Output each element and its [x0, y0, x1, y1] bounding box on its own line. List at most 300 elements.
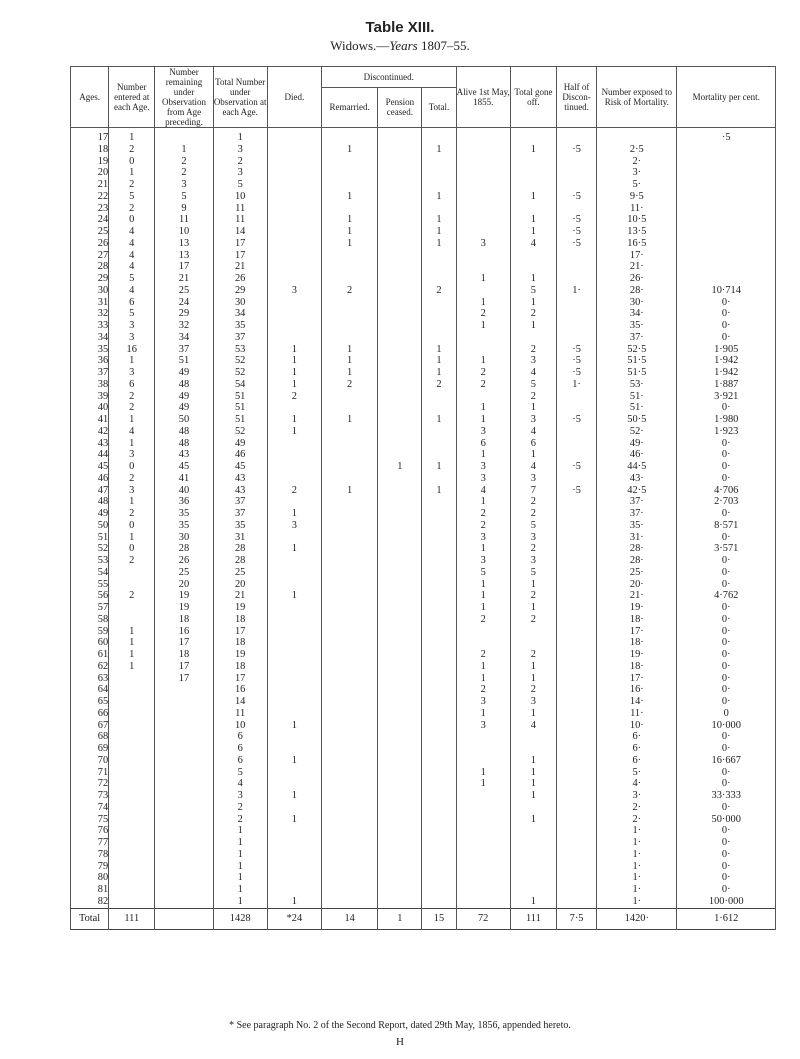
cell-total	[422, 426, 456, 438]
cell-remarried	[322, 778, 378, 790]
cell-entered	[109, 767, 155, 779]
cell-remaining	[155, 778, 213, 790]
cell-total-number: 21	[213, 261, 267, 273]
cell-total-number: 5	[213, 767, 267, 779]
cell-total-gone-off: 1	[510, 767, 556, 779]
header-total-gone-off: Total gone off.	[510, 67, 556, 128]
cell-alive	[456, 214, 510, 226]
cell-total-gone-off: 1	[510, 297, 556, 309]
table-row	[71, 144, 776, 156]
cell-remaining	[155, 128, 213, 144]
cell-half	[556, 802, 596, 814]
cell-total-gone-off: 2	[510, 649, 556, 661]
cell-alive: 2	[456, 684, 510, 696]
cell-age: 60	[71, 637, 109, 649]
cell-alive: 1	[456, 297, 510, 309]
cell-total: 1	[422, 367, 456, 379]
cell-age: 39	[71, 391, 109, 403]
cell-total-gone-off	[510, 261, 556, 273]
cell-pension-ceased	[378, 402, 422, 414]
cell-pension-ceased	[378, 543, 422, 555]
cell-pension-ceased	[378, 473, 422, 485]
cell-total	[422, 449, 456, 461]
cell-pension-ceased: 1	[378, 461, 422, 473]
cell-age: 59	[71, 626, 109, 638]
cell-age: 69	[71, 743, 109, 755]
cell-half	[556, 508, 596, 520]
cell-half	[556, 203, 596, 215]
cell-age: 81	[71, 884, 109, 896]
cell-total-gone-off	[510, 825, 556, 837]
cell-age: 70	[71, 755, 109, 767]
cell-died: 1	[267, 814, 321, 826]
header-entered: Number entered at each Age.	[109, 67, 155, 128]
cell-total	[422, 579, 456, 591]
cell-half: ·5	[556, 367, 596, 379]
cell-remarried: 2	[322, 285, 378, 297]
cell-pension-ceased	[378, 355, 422, 367]
cell-remarried	[322, 731, 378, 743]
cell-half: ·5	[556, 226, 596, 238]
cell-mortality: 10·000	[677, 720, 776, 732]
cell-remaining	[155, 696, 213, 708]
cell-remarried	[322, 884, 378, 896]
cell-alive: 3	[456, 720, 510, 732]
cell-mortality: 0·	[677, 473, 776, 485]
cell-total-number: 35	[213, 520, 267, 532]
cell-died: 1	[267, 755, 321, 767]
cell-remaining: 37	[155, 344, 213, 356]
cell-total	[422, 637, 456, 649]
cell-remaining: 1	[155, 144, 213, 156]
cell-half	[556, 496, 596, 508]
cell-died	[267, 496, 321, 508]
cell-mortality: 0·	[677, 402, 776, 414]
cell-total	[422, 755, 456, 767]
cell-mortality: 0·	[677, 837, 776, 849]
cell-mortality: ·5	[677, 128, 776, 144]
cell-remaining: 41	[155, 473, 213, 485]
cell-exposed: 46·	[597, 449, 677, 461]
cell-entered: 1	[109, 626, 155, 638]
cell-mortality: 0·	[677, 802, 776, 814]
cell-total	[422, 128, 456, 144]
cell-age: 56	[71, 590, 109, 602]
cell-pension-ceased	[378, 661, 422, 673]
cell-total-number: 46	[213, 449, 267, 461]
cell-total-gone-off: 5	[510, 520, 556, 532]
cell-total: 1	[422, 214, 456, 226]
cell-remarried	[322, 720, 378, 732]
cell-half	[556, 720, 596, 732]
cell-exposed: 19·	[597, 602, 677, 614]
cell-died	[267, 320, 321, 332]
table-row	[71, 532, 776, 544]
cell-total-number: 31	[213, 532, 267, 544]
cell-age: 48	[71, 496, 109, 508]
cell-age: 17	[71, 128, 109, 144]
cell-total	[422, 179, 456, 191]
cell-total-number: 1	[213, 128, 267, 144]
cell-total-number: 1	[213, 837, 267, 849]
cell-mortality: 0·	[677, 308, 776, 320]
cell-total-number: 37	[213, 508, 267, 520]
cell-alive: 6	[456, 438, 510, 450]
cell-alive: 1	[456, 496, 510, 508]
cell-entered: 6	[109, 379, 155, 391]
cell-total-gone-off	[510, 884, 556, 896]
totals-pension-ceased: 1	[378, 908, 422, 929]
cell-died	[267, 849, 321, 861]
cell-remaining: 43	[155, 449, 213, 461]
cell-total	[422, 614, 456, 626]
table-row	[71, 861, 776, 873]
cell-age: 47	[71, 485, 109, 497]
cell-exposed: 17·	[597, 626, 677, 638]
cell-total-gone-off: 1	[510, 673, 556, 685]
cell-exposed: 51·	[597, 391, 677, 403]
cell-pension-ceased	[378, 496, 422, 508]
cell-total-gone-off: 4	[510, 426, 556, 438]
cell-entered	[109, 743, 155, 755]
cell-pension-ceased	[378, 731, 422, 743]
cell-remarried	[322, 261, 378, 273]
cell-mortality: 4·706	[677, 485, 776, 497]
cell-remaining: 29	[155, 308, 213, 320]
cell-remarried: 1	[322, 238, 378, 250]
cell-remarried	[322, 590, 378, 602]
cell-remaining: 25	[155, 567, 213, 579]
cell-died	[267, 332, 321, 344]
cell-total	[422, 696, 456, 708]
cell-exposed: 1·	[597, 837, 677, 849]
table-row	[71, 179, 776, 191]
table-row	[71, 696, 776, 708]
cell-total	[422, 308, 456, 320]
cell-mortality	[677, 167, 776, 179]
cell-mortality	[677, 250, 776, 262]
cell-alive	[456, 226, 510, 238]
cell-exposed: 16·	[597, 684, 677, 696]
cell-half	[556, 708, 596, 720]
cell-total-gone-off: 1	[510, 579, 556, 591]
cell-died: 1	[267, 367, 321, 379]
cell-mortality: 0·	[677, 825, 776, 837]
cell-died: 1	[267, 720, 321, 732]
cell-half	[556, 261, 596, 273]
cell-pension-ceased	[378, 414, 422, 426]
cell-alive	[456, 755, 510, 767]
cell-exposed: 44·5	[597, 461, 677, 473]
cell-entered: 4	[109, 238, 155, 250]
cell-total-gone-off	[510, 872, 556, 884]
cell-total	[422, 473, 456, 485]
cell-half	[556, 555, 596, 567]
cell-died	[267, 167, 321, 179]
cell-exposed: 26·	[597, 273, 677, 285]
cell-half	[556, 872, 596, 884]
cell-alive: 3	[456, 473, 510, 485]
cell-alive	[456, 179, 510, 191]
cell-total	[422, 438, 456, 450]
cell-alive: 1	[456, 708, 510, 720]
totals-remarried: 14	[322, 908, 378, 929]
cell-entered: 0	[109, 461, 155, 473]
header-half-discontinued: Half of Discon-tinued.	[556, 67, 596, 128]
cell-alive: 2	[456, 379, 510, 391]
cell-exposed: 11·	[597, 708, 677, 720]
cell-half	[556, 156, 596, 168]
header-alive: Alive 1st May, 1855.	[456, 67, 510, 128]
cell-half	[556, 743, 596, 755]
cell-exposed: 35·	[597, 520, 677, 532]
cell-pension-ceased	[378, 367, 422, 379]
cell-entered: 3	[109, 332, 155, 344]
cell-remaining	[155, 743, 213, 755]
cell-total-number: 18	[213, 614, 267, 626]
table-row	[71, 872, 776, 884]
cell-total-gone-off: 4	[510, 720, 556, 732]
cell-pension-ceased	[378, 849, 422, 861]
cell-exposed: 17·	[597, 673, 677, 685]
cell-total	[422, 590, 456, 602]
cell-died: 1	[267, 790, 321, 802]
cell-remarried	[322, 461, 378, 473]
cell-entered: 0	[109, 520, 155, 532]
cell-died	[267, 567, 321, 579]
cell-died	[267, 273, 321, 285]
cell-died	[267, 861, 321, 873]
totals-died: *24	[267, 908, 321, 929]
cell-died: 1	[267, 543, 321, 555]
table-row	[71, 802, 776, 814]
table-row	[71, 743, 776, 755]
cell-exposed: 9·5	[597, 191, 677, 203]
cell-died	[267, 449, 321, 461]
cell-remarried	[322, 825, 378, 837]
cell-mortality	[677, 214, 776, 226]
cell-total-gone-off	[510, 849, 556, 861]
cell-half	[556, 778, 596, 790]
cell-exposed: 11·	[597, 203, 677, 215]
table-row	[71, 426, 776, 438]
table-row	[71, 308, 776, 320]
cell-half	[556, 684, 596, 696]
cell-age: 22	[71, 191, 109, 203]
table-row	[71, 731, 776, 743]
cell-remaining: 34	[155, 332, 213, 344]
table-row	[71, 461, 776, 473]
cell-exposed: 13·5	[597, 226, 677, 238]
cell-remaining: 21	[155, 273, 213, 285]
cell-total	[422, 849, 456, 861]
cell-age: 75	[71, 814, 109, 826]
cell-exposed: 6·	[597, 731, 677, 743]
cell-exposed: 2·	[597, 814, 677, 826]
cell-total-gone-off	[510, 861, 556, 873]
cell-remaining: 35	[155, 520, 213, 532]
cell-entered: 2	[109, 203, 155, 215]
table-row	[71, 767, 776, 779]
cell-alive: 2	[456, 308, 510, 320]
cell-total-number: 17	[213, 250, 267, 262]
cell-total	[422, 731, 456, 743]
cell-total	[422, 156, 456, 168]
cell-age: 44	[71, 449, 109, 461]
totals-total-number: 1428	[213, 908, 267, 929]
cell-total	[422, 767, 456, 779]
cell-pension-ceased	[378, 814, 422, 826]
cell-total	[422, 555, 456, 567]
cell-remaining	[155, 767, 213, 779]
cell-total-number: 6	[213, 743, 267, 755]
cell-mortality: 0·	[677, 602, 776, 614]
cell-age: 71	[71, 767, 109, 779]
cell-pension-ceased	[378, 391, 422, 403]
cell-mortality: 3·921	[677, 391, 776, 403]
cell-remarried	[322, 167, 378, 179]
table-row	[71, 238, 776, 250]
cell-remarried	[322, 496, 378, 508]
cell-remarried	[322, 743, 378, 755]
cell-total	[422, 673, 456, 685]
cell-died	[267, 825, 321, 837]
cell-remaining: 19	[155, 590, 213, 602]
cell-pension-ceased	[378, 520, 422, 532]
cell-pension-ceased	[378, 673, 422, 685]
cell-age: 55	[71, 579, 109, 591]
cell-age: 29	[71, 273, 109, 285]
cell-remaining: 17	[155, 261, 213, 273]
cell-mortality	[677, 273, 776, 285]
cell-entered	[109, 696, 155, 708]
table-row	[71, 167, 776, 179]
cell-total-number: 26	[213, 273, 267, 285]
cell-total-number: 6	[213, 731, 267, 743]
cell-died	[267, 461, 321, 473]
cell-total-gone-off: 4	[510, 461, 556, 473]
cell-age: 76	[71, 825, 109, 837]
cell-entered: 1	[109, 167, 155, 179]
cell-total-number: 51	[213, 414, 267, 426]
cell-pension-ceased	[378, 273, 422, 285]
cell-entered: 0	[109, 543, 155, 555]
cell-pension-ceased	[378, 567, 422, 579]
cell-age: 40	[71, 402, 109, 414]
cell-entered: 1	[109, 438, 155, 450]
cell-alive	[456, 896, 510, 908]
cell-half: ·5	[556, 414, 596, 426]
table-row	[71, 825, 776, 837]
cell-mortality: 0·	[677, 614, 776, 626]
mortality-table	[70, 66, 776, 930]
cell-pension-ceased	[378, 167, 422, 179]
cell-died	[267, 637, 321, 649]
cell-remaining: 48	[155, 426, 213, 438]
cell-total	[422, 778, 456, 790]
cell-total	[422, 391, 456, 403]
cell-died	[267, 191, 321, 203]
cell-half	[556, 790, 596, 802]
cell-alive: 1	[456, 320, 510, 332]
cell-total-gone-off	[510, 128, 556, 144]
cell-remaining: 50	[155, 414, 213, 426]
cell-total	[422, 520, 456, 532]
table-row	[71, 156, 776, 168]
cell-total-gone-off: 5	[510, 285, 556, 297]
totals-alive: 72	[456, 908, 510, 929]
cell-total-gone-off: 3	[510, 355, 556, 367]
cell-died	[267, 438, 321, 450]
cell-half: ·5	[556, 191, 596, 203]
cell-total-number: 2	[213, 802, 267, 814]
cell-remarried: 1	[322, 191, 378, 203]
cell-half	[556, 543, 596, 555]
cell-exposed: 18·	[597, 637, 677, 649]
cell-entered: 0	[109, 156, 155, 168]
cell-remaining	[155, 790, 213, 802]
cell-total	[422, 649, 456, 661]
cell-age: 79	[71, 861, 109, 873]
cell-total-gone-off: 2	[510, 308, 556, 320]
cell-alive	[456, 144, 510, 156]
cell-entered	[109, 602, 155, 614]
cell-remaining: 9	[155, 203, 213, 215]
cell-total-gone-off: 1	[510, 320, 556, 332]
cell-alive	[456, 802, 510, 814]
cell-pension-ceased	[378, 508, 422, 520]
cell-remarried: 1	[322, 144, 378, 156]
cell-remarried: 1	[322, 367, 378, 379]
cell-half	[556, 167, 596, 179]
cell-alive: 1	[456, 402, 510, 414]
cell-mortality: 0·	[677, 332, 776, 344]
cell-alive	[456, 156, 510, 168]
cell-mortality: 100·000	[677, 896, 776, 908]
table-row	[71, 485, 776, 497]
cell-died	[267, 743, 321, 755]
cell-entered	[109, 684, 155, 696]
cell-age: 24	[71, 214, 109, 226]
cell-remarried	[322, 872, 378, 884]
cell-total-number: 18	[213, 637, 267, 649]
header-discontinued-total: Total.	[422, 87, 456, 127]
cell-alive	[456, 731, 510, 743]
cell-remaining	[155, 825, 213, 837]
cell-exposed: 2·	[597, 802, 677, 814]
cell-total-gone-off: 1	[510, 778, 556, 790]
cell-exposed: 1·	[597, 825, 677, 837]
cell-age: 31	[71, 297, 109, 309]
cell-mortality: 1·905	[677, 344, 776, 356]
cell-remarried	[322, 156, 378, 168]
cell-remaining: 18	[155, 614, 213, 626]
cell-half	[556, 590, 596, 602]
cell-died	[267, 555, 321, 567]
cell-pension-ceased	[378, 790, 422, 802]
cell-entered: 3	[109, 485, 155, 497]
cell-total-gone-off: 5	[510, 567, 556, 579]
cell-exposed: 1·	[597, 872, 677, 884]
cell-half	[556, 391, 596, 403]
cell-alive: 3	[456, 426, 510, 438]
cell-remarried	[322, 790, 378, 802]
cell-mortality: 0·	[677, 884, 776, 896]
cell-total	[422, 261, 456, 273]
cell-pension-ceased	[378, 579, 422, 591]
cell-half	[556, 473, 596, 485]
cell-died	[267, 837, 321, 849]
